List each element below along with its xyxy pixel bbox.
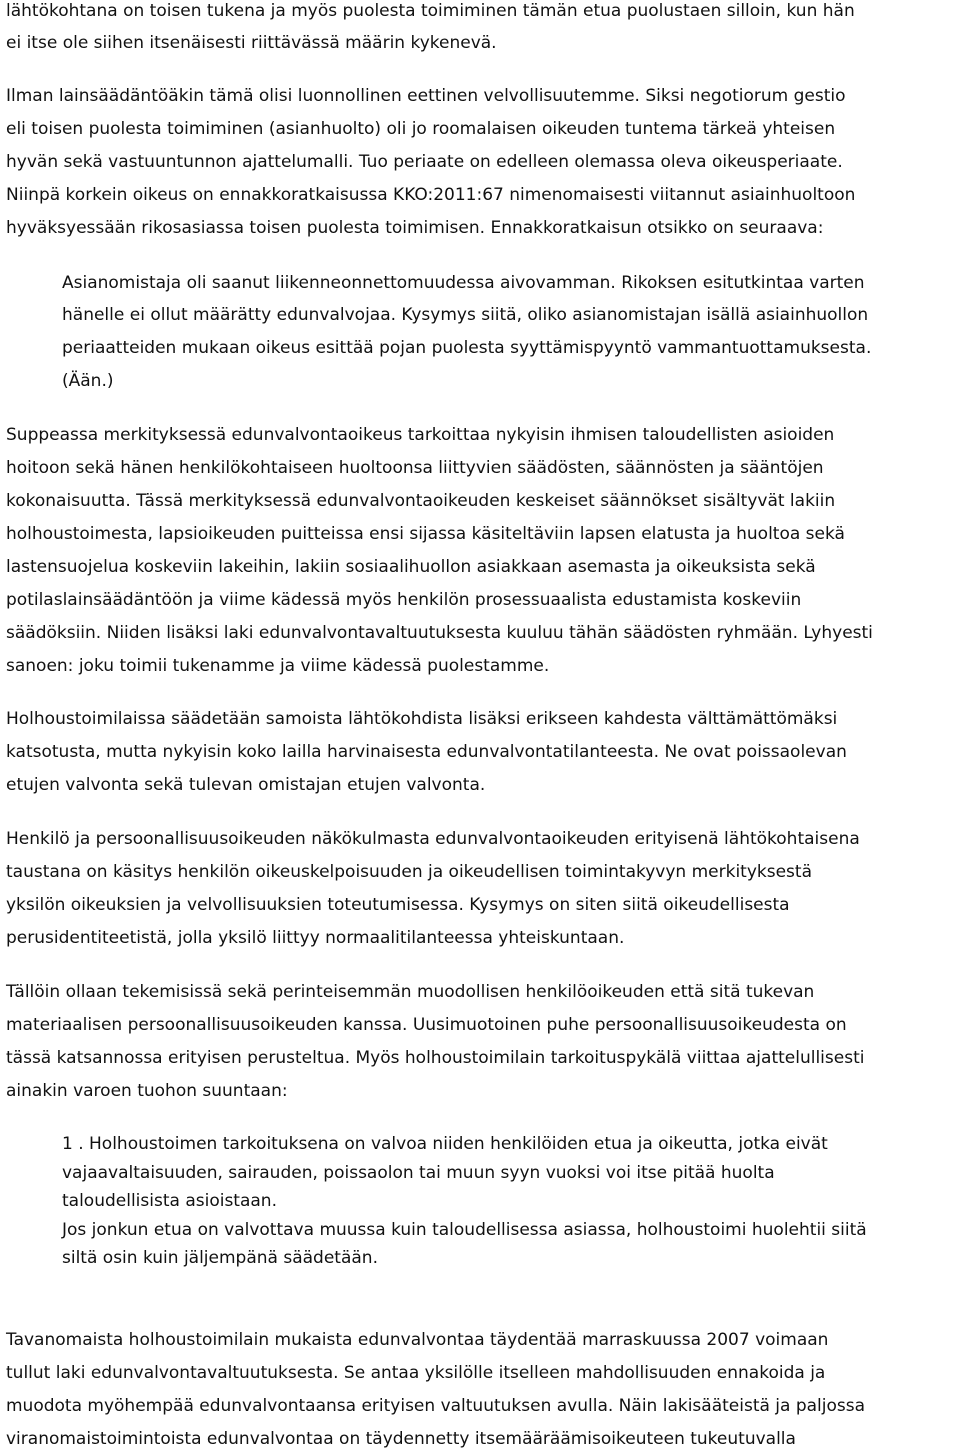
text-line: ei itse ole siihen itsenäisesti riittävässä määrin kykenevä.: [6, 33, 497, 53]
text-line: säädöksiin. Niiden lisäksi laki edunvalvontavaltuutuksesta kuuluu tähän säädösten ryhmään. Lyhyesti: [6, 623, 873, 643]
text-line: yksilön oikeuksien ja velvollisuuksien toteutumisessa. Kysymys on siten siitä oikeudellisesta: [6, 895, 790, 915]
text-line: Niinpä korkein oikeus on ennakkoratkaisussa KKO:2011:67 nimenomaisesti viitannut asiainhuoltoon: [6, 185, 856, 205]
text-line: tässä katsannossa erityisen perusteltua. Myös holhoustoimilain tarkoituspykälä viittaa ajattelullisesti: [6, 1048, 865, 1068]
text-line: kokonaisuutta. Tässä merkityksessä edunvalvontaoikeuden keskeiset säännökset sisältyvät lakiin: [6, 491, 836, 511]
quote-line: siltä osin kuin jäljempänä säädetään.: [62, 1248, 378, 1268]
quote-line: Asianomistaja oli saanut liikenneonnettomuudessa aivovamman. Rikoksen esitutkintaa varten: [62, 273, 865, 293]
text-line: muodota myöhempää edunvalvontaansa erityisen valtuutuksen avulla. Näin lakisääteistä ja paljossa: [6, 1396, 866, 1416]
text-line: hyväksyessään rikosasiassa toisen puolesta toimimisen. Ennakkoratkaisun otsikko on seuraava:: [6, 218, 824, 238]
text-line: eli toisen puolesta toimiminen (asianhuolto) oli jo roomalaisen oikeuden tuntema tärkeä yhteisen: [6, 119, 836, 139]
text-line: Tällöin ollaan tekemisissä sekä perinteisemmän muodollisen henkilöoikeuden että sitä tukevan: [6, 982, 815, 1002]
quote-line: 1 . Holhoustoimen tarkoituksena on valvoa niiden henkilöiden etua ja oikeutta, jotka eivät: [62, 1134, 828, 1154]
quote-line: Jos jonkun etua on valvottava muussa kuin taloudellisessa asiassa, holhoustoimi huolehtii siitä: [62, 1220, 867, 1240]
text-line: potilaslainsäädäntöön ja viime kädessä myös henkilön prosessuaalista edustamista koskeviin: [6, 590, 802, 610]
text-line: materiaalisen persoonallisuusoikeuden kanssa. Uusimuotoinen puhe persoonallisuusoikeudesta on: [6, 1015, 847, 1035]
text-line: holhoustoimesta, lapsioikeuden puitteissa ensi sijassa käsiteltäviin lapsen elatusta ja huoltoa sekä: [6, 524, 845, 544]
text-line: Tavanomaista holhoustoimilain mukaista edunvalvontaa täydentää marraskuussa 2007 voimaan: [6, 1330, 829, 1350]
text-line: lastensuojelua koskeviin lakeihin, lakiin sosiaalihuollon asiakkaan asemasta ja oikeuksista sekä: [6, 557, 816, 577]
text-line: Holhoustoimilaissa säädetään samoista lähtökohdista lisäksi erikseen kahdesta välttämättömäksi: [6, 709, 838, 729]
text-line: viranomaistoimintoista edunvalvontaa on täydennetty itsemääräämisoikeuteen tukeutuvalla: [6, 1429, 796, 1449]
text-line: Henkilö ja persoonallisuusoikeuden näkökulmasta edunvalvontaoikeuden erityisenä lähtökohtaisena: [6, 829, 860, 849]
text-line: etujen valvonta sekä tulevan omistajan etujen valvonta.: [6, 775, 486, 795]
text-line: Suppeassa merkityksessä edunvalvontaoikeus tarkoittaa nykyisin ihmisen taloudellisten asioiden: [6, 425, 835, 445]
text-line: ainakin varoen tuohon suuntaan:: [6, 1081, 288, 1101]
quote-line: (Ään.): [62, 371, 114, 391]
text-line: tullut laki edunvalvontavaltuutuksesta. Se antaa yksilölle itselleen mahdollisuuden ennakoida ja: [6, 1363, 826, 1383]
quote-line: periaatteiden mukaan oikeus esittää pojan puolesta syyttämispyyntö vammantuottamuksesta.: [62, 338, 872, 358]
text-line: katsotusta, mutta nykyisin koko lailla harvinaisesta edunvalvontatilanteesta. Ne ovat poissaolevan: [6, 742, 847, 762]
text-line: hoitoon sekä hänen henkilökohtaiseen huoltoonsa liittyvien säädösten, säännösten ja sääntöjen: [6, 458, 824, 478]
text-line: perusidentiteetistä, jolla yksilö liittyy normaalitilanteessa yhteiskuntaan.: [6, 928, 625, 948]
text-line: Ilman lainsäädäntöäkin tämä olisi luonnollinen eettinen velvollisuutemme. Siksi negotiorum gestio: [6, 86, 846, 106]
text-line: taustana on käsitys henkilön oikeuskelpoisuuden ja oikeudellisen toimintakyvyn merkityksestä: [6, 862, 812, 882]
text-line: sanoen: joku toimii tukenamme ja viime kädessä puolestamme.: [6, 656, 550, 676]
quote-line: hänelle ei ollut määrätty edunvalvojaa. Kysymys siitä, oliko asianomistajan isällä asiainhuollon: [62, 305, 869, 325]
quote-line: vajaavaltaisuuden, sairauden, poissaolon tai muun syyn vuoksi voi itse pitää huolta: [62, 1163, 775, 1183]
text-line: lähtökohtana on toisen tukena ja myös puolesta toimiminen tämän etua puolustaen silloin, kun hän: [6, 1, 855, 21]
text-line: hyvän sekä vastuuntunnon ajattelumalli. Tuo periaate on edelleen olemassa oleva oikeusperiaate.: [6, 152, 843, 172]
quote-line: taloudellisista asioistaan.: [62, 1191, 277, 1211]
